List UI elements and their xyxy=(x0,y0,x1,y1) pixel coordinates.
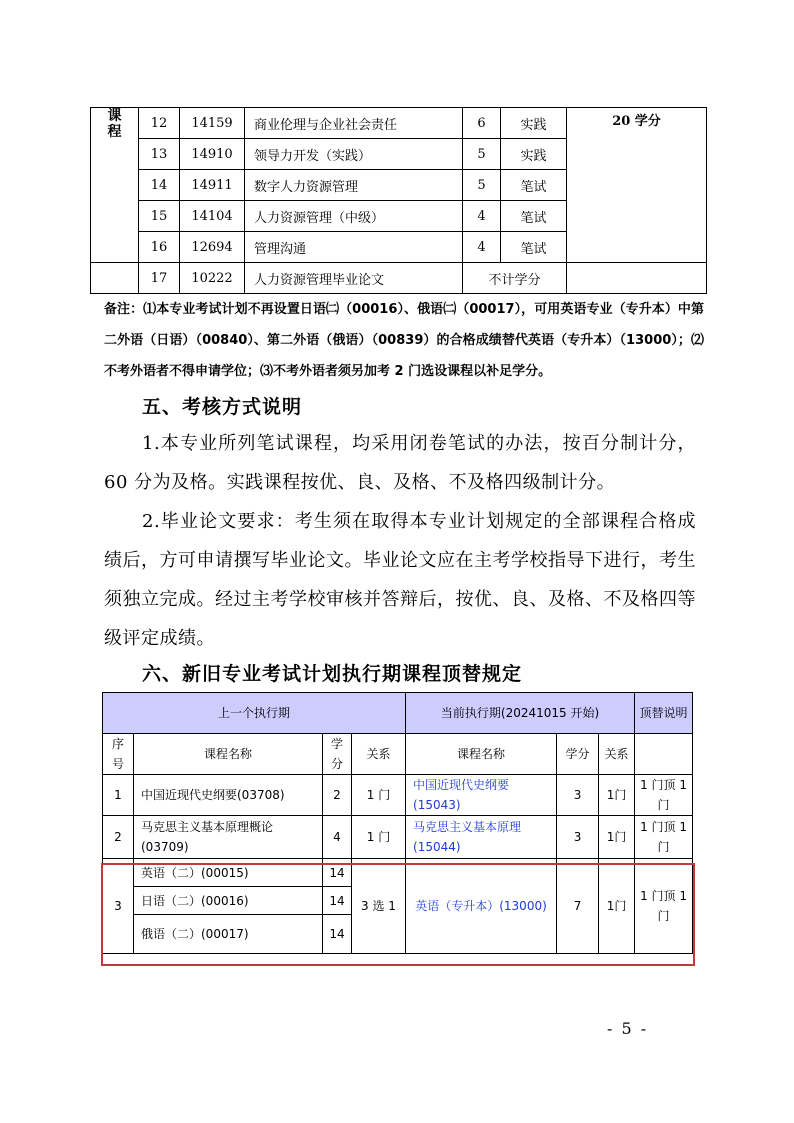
course-name: 人力资源管理毕业论文 xyxy=(245,263,463,294)
table-row-thesis xyxy=(91,263,707,294)
replace-rule-header: 顶替说明 xyxy=(635,693,693,734)
course-name: 管理沟通 xyxy=(245,232,463,263)
new-credit: 3 xyxy=(557,775,599,816)
new-credit: 7 xyxy=(557,859,599,954)
row-no: 16 xyxy=(139,232,180,263)
exam-method: 实践 xyxy=(501,139,567,170)
column-header-row xyxy=(103,734,693,775)
old-course-name: 中国近现代史纲要(03708) xyxy=(134,775,323,816)
col-relation-header: 关系 xyxy=(352,734,406,775)
table-row xyxy=(103,859,693,887)
new-credit: 3 xyxy=(557,816,599,859)
col-credit2-header: 学分 xyxy=(557,734,599,775)
col-no-header: 序号 xyxy=(103,734,134,775)
new-relation: 1门 xyxy=(599,859,635,954)
old-credit: 2 xyxy=(323,775,352,816)
course-credit: 6 xyxy=(463,108,501,139)
exam-method: 实践 xyxy=(501,108,567,139)
paragraph-thesis xyxy=(104,502,696,658)
table-row xyxy=(91,108,707,139)
paragraph-exam xyxy=(104,424,696,502)
old-course-name: 日语（二）(00016) xyxy=(134,887,323,915)
paragraph-text: 2.毕业论文要求：考生须在取得本专业计划规定的全部课程合格成绩后，方可申请撰写毕业论文。毕业论文应在主考学校指导下进行，考生须独立完成。经过主考学校审核并答辩后，按优、良、及格、不及格四等级评定成绩。 xyxy=(104,511,696,649)
course-code: 14159 xyxy=(180,108,245,139)
col-relation2-header: 关系 xyxy=(599,734,635,775)
table-note: 备注：⑴本专业考试计划不再设置日语㈡（00016）、俄语㈡（00017），可用英语专业（专升本）中第二外语（日语）（00840）、第二外语（俄语）（00839）的合格成绩替代英语（专升本）（13000）；⑵ 不考外语者不得申请学位；⑶不考外语者须另加考 2 门选设课程以补足学分。 xyxy=(104,302,704,379)
replace-rule: 1 门顶 1 门 xyxy=(635,859,693,954)
row-no: 3 xyxy=(103,859,134,954)
course-credit: 4 xyxy=(463,201,501,232)
course-name: 商业伦理与企业社会责任 xyxy=(245,108,463,139)
old-course-name: 英语（二）(00015) xyxy=(134,859,323,887)
old-course-name: 俄语（二）(00017) xyxy=(134,915,323,954)
course-credit: 不计学分 xyxy=(463,263,567,294)
row-no: 13 xyxy=(139,139,180,170)
row-no: 17 xyxy=(139,263,180,294)
old-course-name: 马克思主义基本原理概论(03709) xyxy=(134,816,323,859)
replacement-table xyxy=(102,692,693,954)
col-credit-header: 学分 xyxy=(323,734,352,775)
new-relation: 1门 xyxy=(599,816,635,859)
page-number: - 5 - xyxy=(607,1019,649,1038)
row-no: 2 xyxy=(103,816,134,859)
old-credit: 14 xyxy=(323,859,352,887)
curr-period-header: 当前执行期(20241015 开始) xyxy=(406,693,635,734)
exam-method: 笔试 xyxy=(501,232,567,263)
course-credit: 5 xyxy=(463,170,501,201)
category-cell: 课程 xyxy=(91,108,139,263)
replace-rule: 1 门顶 1 门 xyxy=(635,775,693,816)
new-course-name: 英语（专升本）(13000) xyxy=(406,859,557,954)
course-name: 数字人力资源管理 xyxy=(245,170,463,201)
section-heading-5: 五、考核方式说明 xyxy=(142,396,303,418)
row-no: 15 xyxy=(139,201,180,232)
col-name2-header: 课程名称 xyxy=(406,734,557,775)
row-no: 14 xyxy=(139,170,180,201)
header-row xyxy=(103,693,693,734)
row-no: 12 xyxy=(139,108,180,139)
course-table xyxy=(90,107,707,294)
table-row xyxy=(103,775,693,816)
replace-rule: 1 门顶 1 门 xyxy=(635,816,693,859)
col-name-header: 课程名称 xyxy=(134,734,323,775)
course-credit: 5 xyxy=(463,139,501,170)
section-heading-6: 六、新旧专业考试计划执行期课程顶替规定 xyxy=(142,663,523,685)
empty-cell xyxy=(91,263,139,294)
new-course-name: 马克思主义基本原理(15044) xyxy=(406,816,557,859)
new-course-name: 中国近现代史纲要(15043) xyxy=(406,775,557,816)
course-name: 人力资源管理（中级） xyxy=(245,201,463,232)
course-name: 领导力开发（实践） xyxy=(245,139,463,170)
table-row xyxy=(103,816,693,859)
paragraph-text: 1.本专业所列笔试课程，均采用闭卷笔试的办法，按百分制计分，60 分为及格。实践课程按优、良、及格、不及格四级制计分。 xyxy=(104,433,696,493)
old-relation: 3 选 1 xyxy=(352,859,406,954)
empty-cell xyxy=(635,734,693,775)
new-relation: 1门 xyxy=(599,775,635,816)
course-credit: 4 xyxy=(463,232,501,263)
old-credit: 4 xyxy=(323,816,352,859)
old-relation: 1 门 xyxy=(352,816,406,859)
credit-total: 20 学分 xyxy=(567,108,707,263)
course-code: 14911 xyxy=(180,170,245,201)
course-code: 14910 xyxy=(180,139,245,170)
course-code: 14104 xyxy=(180,201,245,232)
empty-cell xyxy=(567,263,707,294)
old-credit: 14 xyxy=(323,887,352,915)
old-relation: 1 门 xyxy=(352,775,406,816)
exam-method: 笔试 xyxy=(501,170,567,201)
prev-period-header: 上一个执行期 xyxy=(103,693,406,734)
row-no: 1 xyxy=(103,775,134,816)
exam-method: 笔试 xyxy=(501,201,567,232)
old-credit: 14 xyxy=(323,915,352,954)
course-code: 10222 xyxy=(180,263,245,294)
course-code: 12694 xyxy=(180,232,245,263)
